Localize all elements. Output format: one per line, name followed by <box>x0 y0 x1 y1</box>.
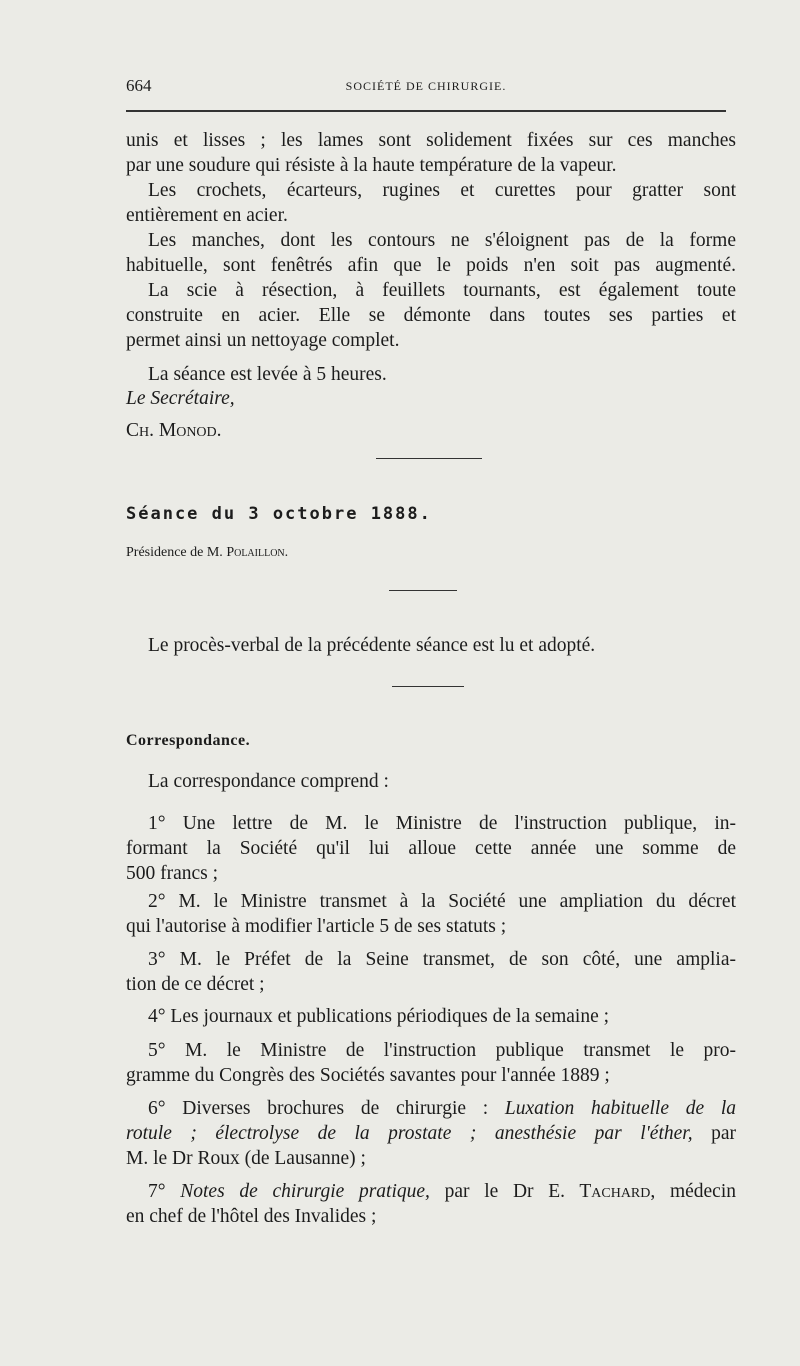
separator-rule <box>392 686 464 687</box>
list-item: formant la Société qu'il lui alloue cette année une somme de <box>126 838 736 859</box>
signature-name: Ch. Monod. <box>126 420 222 441</box>
text-line: La scie à résection, à feuillets tournants, est également toute <box>148 280 736 301</box>
list-item: gramme du Congrès des Sociétés savantes pour l'année 1889 ; <box>126 1065 610 1086</box>
text-line: Les manches, dont les contours ne s'éloignent pas de la forme <box>148 230 736 251</box>
list-item: 5° M. le Ministre de l'instruction publique transmet le pro- <box>148 1040 736 1061</box>
text-line: habituelle, sont fenêtrés afin que le poids n'en soit pas augmenté. <box>126 255 736 276</box>
running-title: SOCIÉTÉ DE CHIRURGIE. <box>345 79 507 93</box>
text-line: entièrement en acier. <box>126 205 288 226</box>
text-line: La séance est levée à 5 heures. <box>148 364 387 385</box>
page-number: 664 <box>126 76 152 95</box>
presidence-line: Présidence de M. Polaillon. <box>126 545 289 560</box>
list-item: 2° M. le Ministre transmet à la Société une ampliation du décret <box>148 891 736 912</box>
list-item: en chef de l'hôtel des Invalides ; <box>126 1206 377 1227</box>
text-line: Les crochets, écarteurs, rugines et curettes pour gratter sont <box>148 180 736 201</box>
text-line: par une soudure qui résiste à la haute température de la vapeur. <box>126 155 617 176</box>
session-title: Séance du 3 octobre 1888. <box>126 504 432 524</box>
list-item: 6° Diverses brochures de chirurgie : Luxation habituelle de la <box>148 1098 737 1119</box>
list-item: rotule ; électrolyse de la prostate ; anesthésie par l'éther, par <box>126 1123 737 1144</box>
list-item: M. le Dr Roux (de Lausanne) ; <box>126 1148 366 1169</box>
list-item: qui l'autorise à modifier l'article 5 de ses statuts ; <box>126 916 507 937</box>
text-line: unis et lisses ; les lames sont solidement fixées sur ces manches <box>126 130 736 151</box>
text-line: La correspondance comprend : <box>148 771 389 792</box>
separator-rule <box>389 590 457 591</box>
list-item: 3° M. le Préfet de la Seine transmet, de son côté, une amplia- <box>148 949 736 970</box>
header-rule <box>126 110 726 112</box>
list-item: 4° Les journaux et publications périodiques de la semaine ; <box>148 1006 610 1027</box>
list-item: 7° Notes de chirurgie pratique, par le Dr E. Tachard, médecin <box>148 1181 737 1202</box>
signature-role: Le Secrétaire, <box>126 388 235 409</box>
list-item: 1° Une lettre de M. le Ministre de l'instruction publique, in- <box>148 813 736 834</box>
list-item: 500 francs ; <box>126 863 219 884</box>
list-item: tion de ce décret ; <box>126 974 265 995</box>
text-line: construite en acier. Elle se démonte dans toutes ses parties et <box>126 305 736 326</box>
page-header <box>126 76 726 102</box>
separator-rule <box>376 458 482 459</box>
section-heading: Correspondance. <box>126 732 251 749</box>
text-line: permet ainsi un nettoyage complet. <box>126 330 400 351</box>
proces-verbal: Le procès-verbal de la précédente séance est lu et adopté. <box>148 635 596 656</box>
